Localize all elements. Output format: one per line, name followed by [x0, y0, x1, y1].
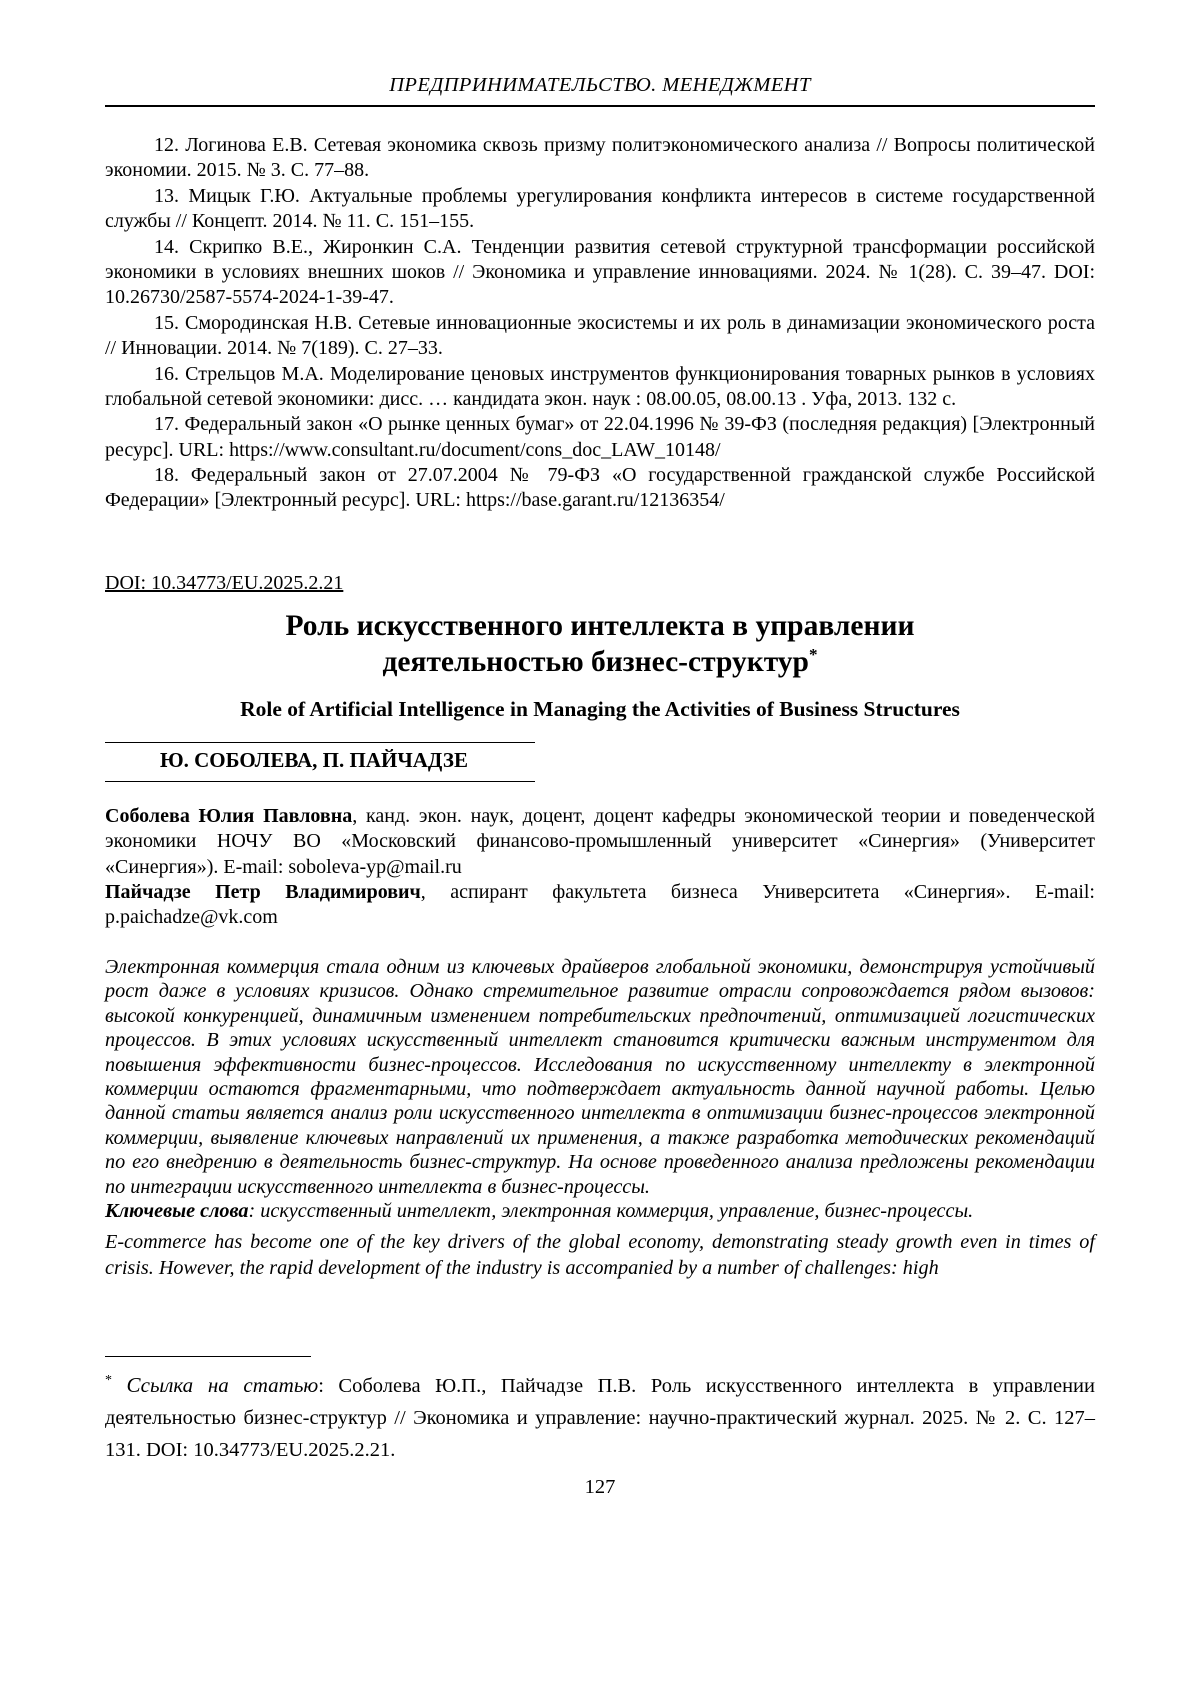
article-header	[105, 572, 1095, 782]
footnote	[105, 1356, 1095, 1466]
footnote-rule	[105, 1356, 311, 1357]
abstract-ru: Электронная коммерция стала одним из ключевых драйверов глобальной экономики, демонстрируя устойчивый рост даже в условиях кризисов. Однако стремительное развитие отрасли сопровождается рядом вызовов: высокой конкуренцией, динамичным изменением потребительских предпочтений, оптимизацией логистических процессов. В этих условиях искусственный интеллект становится критически важным инструментом для повышения эффективности бизнес-процессов. Исследования по искусственному интеллекту в электронной коммерции остаются фрагментарными, что подтверждает актуальность данной научной работы. Целью данной статьи является анализ роли искусственного интеллекта в оптимизации бизнес-процессов электронной коммерции, выявление ключевых направлений их применения, а также разработка методических рекомендаций по его внедрению в деятельность бизнес-структур. На основе проведенного анализа предложены рекомендации по интеграции искусственного интеллекта в бизнес-процессы.	[105, 955, 1095, 1198]
footnote-citation: : Соболева Ю.П., Пайчадзе П.В. Роль искусственного интеллекта в управлении деятельностью бизнес-структур // Экономика и управление: научно-практический журнал. 2025. № 2. С. 127–131. DOI: 10.34773/EU.2025.2.21.	[105, 1375, 1095, 1461]
author-details-soboleva: , канд. экон. наук, доцент, доцент кафедры экономической теории и поведенческой экономики НОЧУ ВО «Московский финансово-промышленный университет «Синергия» (Университет «Синергия»). E-mail: soboleva-yp@mail.ru	[105, 804, 1095, 878]
reference-item-14: 14. Скрипко В.Е., Жиронкин С.А. Тенденции развития сетевой структурной трансформации российской экономики в условиях внешних шоков // Экономика и управление инновациями. 2024. № 1(28). С. 39–47. DOI: 10.26730/2587-5574-2024-1-39-47.	[105, 235, 1095, 309]
authors-block	[105, 742, 535, 782]
abstract-section	[105, 955, 1095, 1281]
keywords-line	[105, 1199, 1095, 1223]
page-header	[105, 74, 1095, 107]
header-rule	[105, 105, 1095, 107]
author-name-paichadze: Пайчадзе Петр Владимирович	[105, 881, 421, 903]
authors-names: Ю. СОБОЛЕВА, П. ПАЙЧАДЗЕ	[160, 747, 468, 772]
abstract-en: E-commerce has become one of the key drivers of the global economy, demonstrating steady growth even in times of crisis. However, the rapid development of the industry is accompanied by a number of challenges: high	[105, 1230, 1095, 1279]
keywords-label: Ключевые слова	[105, 1200, 249, 1223]
author-name-soboleva: Соболева Юлия Павловна	[105, 804, 353, 827]
reference-item-18: 18. Федеральный закон от 27.07.2004 № 79-ФЗ «О государственной гражданской службе Российской Федерации» [Электронный ресурс]. URL: https://base.garant.ru/12136354/	[105, 464, 1095, 512]
footnote-label: Ссылка на статью	[126, 1373, 319, 1397]
reference-item-16: 16. Стрельцов М.А. Моделирование ценовых инструментов функционирования товарных рынков в условиях глобальной сетевой экономики: дисс. … кандидата экон. наук : 08.00.05, 08.00.13 . Уфа, 2013. 132 с.	[105, 362, 1095, 410]
reference-item-13: 13. Мицык Г.Ю. Актуальные проблемы урегулирования конфликта интересов в системе государственной службы // Концепт. 2014. № 11. С. 151–155.	[105, 184, 1095, 233]
author-info-soboleva	[105, 804, 1095, 880]
author-affiliations	[105, 804, 1095, 931]
article-title-ru	[105, 609, 1095, 681]
article-doi	[105, 572, 1095, 595]
reference-item-12: 12. Логинова Е.В. Сетевая экономика сквозь призму политэкономического анализа // Вопросы политической экономии. 2015. № 3. С. 77–88.	[105, 134, 1095, 182]
title-ru-line1: Роль искусственного интеллекта в управлении	[285, 609, 915, 642]
reference-item-17: 17. Федеральный закон «О рынке ценных бумаг» от 22.04.1996 № 39-ФЗ (последняя редакция) [Электронный ресурс]. URL: https://www.consultant.ru/document/cons_doc_LAW_10148/	[105, 413, 1095, 461]
title-footnote-mark: *	[808, 645, 818, 665]
page-number: 127	[584, 1476, 616, 1498]
author-details-paichadze: , аспирант факультета бизнеса Университета «Синергия». E-mail: p.paichadze@vk.com	[105, 881, 1095, 929]
title-ru-line2: деятельностью бизнес-структур	[382, 645, 809, 678]
doi-text: DOI: 10.34773/EU.2025.2.21	[105, 571, 344, 594]
footnote-text	[105, 1369, 1095, 1466]
footnote-mark: *	[105, 1373, 112, 1389]
running-head: ПРЕДПРИНИМАТЕЛЬСТВО. МЕНЕДЖМЕНТ	[389, 74, 811, 96]
keywords-text: : искусственный интеллект, электронная коммерция, управление, бизнес-процессы.	[248, 1200, 974, 1223]
references-list	[105, 133, 1095, 514]
author-info-paichadze	[105, 880, 1095, 931]
reference-item-15: 15. Смородинская Н.В. Сетевые инновационные экосистемы и их роль в динамизации экономического роста // Инновации. 2014. № 7(189). С. 27–33.	[105, 311, 1095, 360]
article-title-en: Role of Artificial Intelligence in Managing the Activities of Business Structures	[240, 696, 960, 721]
